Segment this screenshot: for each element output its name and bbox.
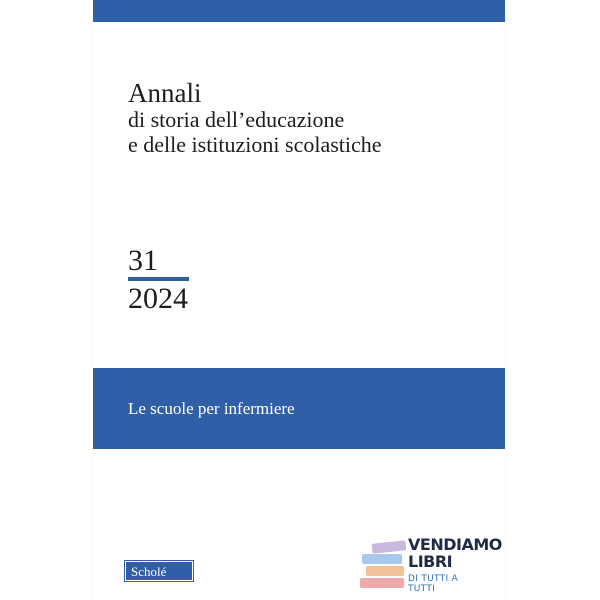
issue-rule bbox=[128, 277, 189, 281]
issue-number: 31 bbox=[128, 244, 158, 277]
watermark-line-2: LIBRI bbox=[408, 552, 453, 571]
vendiamo-libri-watermark bbox=[358, 534, 502, 594]
title-line-2: di storia dell’educazione bbox=[128, 107, 345, 133]
cover-title bbox=[128, 78, 382, 157]
issue-year: 2024 bbox=[128, 282, 188, 315]
title-line-3: e delle istituzioni scolastiche bbox=[128, 131, 382, 157]
watermark-brand bbox=[408, 536, 502, 570]
watermark-line-1: VENDIAMO bbox=[408, 535, 502, 554]
theme-band bbox=[93, 368, 505, 449]
publisher-logo bbox=[125, 561, 193, 581]
cover-top-band bbox=[93, 0, 505, 22]
publisher-name: Scholé bbox=[131, 564, 167, 579]
books-stack-icon bbox=[358, 534, 406, 594]
theme-title: Le scuole per infermiere bbox=[128, 399, 295, 418]
watermark-tagline: DI TUTTI A TUTTI bbox=[408, 574, 459, 594]
title-main: Annali bbox=[128, 78, 202, 108]
